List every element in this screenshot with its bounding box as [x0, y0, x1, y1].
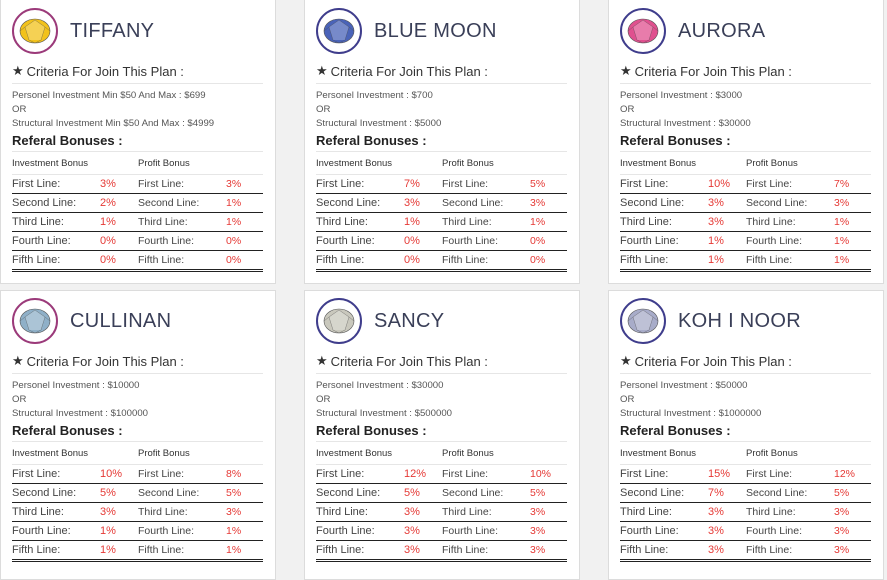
line-label: Second Line:: [620, 487, 685, 499]
profit-bonus-value: 3%: [834, 197, 850, 209]
divider: [316, 83, 567, 84]
line-label: Third Line:: [138, 506, 188, 518]
referal-heading: Referal Bonuses :: [12, 133, 123, 148]
investment-bonus-value: 1%: [100, 525, 116, 537]
criteria-heading: [620, 353, 871, 369]
bonus-row: [316, 503, 567, 522]
plan-card: [0, 0, 276, 284]
line-label: First Line:: [442, 468, 489, 480]
profit-bonus-value: 5%: [226, 487, 242, 499]
investment-bonus-value: 3%: [404, 525, 420, 537]
plan-card: [0, 290, 276, 580]
bonus-row: [316, 484, 567, 503]
profit-bonus-value: 5%: [530, 178, 546, 190]
bonus-row: [316, 541, 567, 562]
investment-bonus-value: 7%: [708, 487, 724, 499]
line-label: Fourth Line:: [442, 525, 499, 537]
line-label: Fourth Line:: [138, 525, 195, 537]
referal-heading: Referal Bonuses :: [620, 423, 731, 438]
star-icon: ★: [316, 63, 328, 78]
bonus-row: [620, 251, 871, 272]
criteria-label: Criteria For Join This Plan :: [26, 353, 184, 369]
line-label: Fourth Line:: [620, 235, 679, 247]
investment-bonus-value: 5%: [404, 487, 420, 499]
line-label: First Line:: [12, 178, 61, 190]
profit-bonus-header: Profit Bonus: [442, 447, 494, 459]
profit-bonus-value: 3%: [834, 544, 850, 556]
investment-bonus-value: 1%: [100, 216, 116, 228]
line-label: Third Line:: [442, 216, 492, 228]
investment-bonus-value: 0%: [404, 254, 420, 266]
investment-bonus-value: 7%: [404, 178, 420, 190]
bonus-row: [12, 213, 263, 232]
plan-card: [608, 0, 884, 284]
line-label: First Line:: [620, 468, 669, 480]
bonus-row: [12, 194, 263, 213]
profit-bonus-value: 1%: [530, 216, 546, 228]
line-label: Fifth Line:: [746, 254, 793, 266]
profit-bonus-header: Profit Bonus: [746, 447, 798, 459]
line-label: Fifth Line:: [138, 544, 185, 556]
gem-image: [322, 16, 356, 46]
line-label: Fourth Line:: [746, 525, 803, 537]
profit-bonus-value: 1%: [226, 544, 242, 556]
profit-bonus-value: 3%: [530, 197, 546, 209]
bonus-table: [620, 175, 871, 272]
investment-bonus-value: 3%: [708, 525, 724, 537]
star-icon: ★: [620, 353, 632, 368]
criteria-heading: [12, 63, 263, 79]
plan-card: [304, 0, 580, 284]
bonus-row: [12, 175, 263, 194]
bonus-row: [316, 213, 567, 232]
bonus-row: [620, 465, 871, 484]
gem-icon: [316, 8, 362, 54]
profit-bonus-value: 3%: [226, 506, 242, 518]
or-label: OR: [316, 104, 331, 115]
star-icon: ★: [12, 353, 24, 368]
line-label: Third Line:: [138, 216, 188, 228]
bonus-row: [316, 175, 567, 194]
line-label: Second Line:: [316, 197, 381, 209]
line-label: Second Line:: [12, 197, 77, 209]
referal-heading: Referal Bonuses :: [316, 423, 427, 438]
or-label: OR: [620, 394, 635, 405]
profit-bonus-value: 5%: [530, 487, 546, 499]
bonus-row: [316, 465, 567, 484]
gem-image: [626, 306, 660, 336]
profit-bonus-value: 8%: [226, 468, 242, 480]
line-label: Second Line:: [442, 487, 504, 499]
gem-icon: [620, 8, 666, 54]
line-label: Second Line:: [138, 487, 200, 499]
line-label: Second Line:: [442, 197, 504, 209]
line-label: First Line:: [442, 178, 489, 190]
star-icon: ★: [12, 63, 24, 78]
profit-bonus-value: 0%: [530, 235, 546, 247]
bonus-row: [316, 522, 567, 541]
gem-image: [626, 16, 660, 46]
line-label: Fourth Line:: [442, 235, 499, 247]
plan-header: [316, 5, 567, 57]
line-label: Fifth Line:: [138, 254, 185, 266]
structural-investment: Structural Investment : $500000: [316, 408, 452, 419]
investment-criteria: [12, 379, 263, 421]
plan-header: [12, 5, 263, 57]
line-label: Third Line:: [620, 216, 672, 228]
plan-header: [620, 295, 871, 347]
bonus-columns-header: [316, 152, 567, 175]
line-label: Third Line:: [316, 506, 368, 518]
plan-title: SANCY: [374, 309, 445, 332]
line-label: Fourth Line:: [620, 525, 679, 537]
personal-investment: Personel Investment : $30000: [316, 380, 444, 391]
investment-bonus-value: 3%: [404, 506, 420, 518]
plan-card: [608, 290, 884, 580]
profit-bonus-value: 1%: [834, 216, 850, 228]
plan-header: [12, 295, 263, 347]
investment-bonus-value: 1%: [708, 254, 724, 266]
investment-bonus-header: Investment Bonus: [12, 157, 89, 169]
line-label: Fifth Line:: [442, 254, 489, 266]
gem-icon: [620, 298, 666, 344]
line-label: First Line:: [746, 178, 793, 190]
bonus-row: [12, 522, 263, 541]
plan-title: TIFFANY: [70, 19, 155, 42]
personal-investment: Personel Investment : $3000: [620, 90, 743, 101]
bonus-row: [12, 465, 263, 484]
star-icon: ★: [620, 63, 632, 78]
criteria-heading: [620, 63, 871, 79]
investment-bonus-header: Investment Bonus: [316, 447, 393, 459]
criteria-heading: [12, 353, 263, 369]
investment-bonus-value: 2%: [100, 197, 116, 209]
plan-title: KOH I NOOR: [678, 309, 802, 332]
plan-card: [304, 290, 580, 580]
bonus-row: [316, 232, 567, 251]
divider: [620, 373, 871, 374]
investment-bonus-value: 10%: [100, 468, 123, 480]
profit-bonus-value: 0%: [530, 254, 546, 266]
bonus-row: [620, 541, 871, 562]
bonus-columns-header: [12, 442, 263, 465]
gem-image: [18, 16, 52, 46]
investment-bonus-value: 3%: [100, 506, 116, 518]
profit-bonus-header: Profit Bonus: [746, 157, 798, 169]
line-label: Third Line:: [620, 506, 672, 518]
profit-bonus-value: 1%: [226, 216, 242, 228]
structural-investment: Structural Investment : $5000: [316, 118, 442, 129]
plan-title: CULLINAN: [70, 309, 172, 332]
line-label: Third Line:: [12, 506, 64, 518]
divider: [316, 373, 567, 374]
or-label: OR: [316, 394, 331, 405]
line-label: First Line:: [138, 178, 185, 190]
plan-title: AURORA: [678, 19, 766, 42]
criteria-label: Criteria For Join This Plan :: [634, 63, 792, 79]
line-label: Second Line:: [316, 487, 381, 499]
bonus-row: [12, 484, 263, 503]
bonus-row: [12, 232, 263, 251]
profit-bonus-value: 3%: [530, 525, 546, 537]
bonus-row: [620, 503, 871, 522]
bonus-table: [12, 175, 263, 272]
line-label: Third Line:: [746, 216, 796, 228]
line-label: Third Line:: [12, 216, 64, 228]
investment-bonus-value: 3%: [708, 506, 724, 518]
line-label: First Line:: [138, 468, 185, 480]
profit-bonus-value: 1%: [834, 254, 850, 266]
bonus-row: [12, 541, 263, 562]
divider: [620, 83, 871, 84]
investment-bonus-value: 0%: [404, 235, 420, 247]
criteria-label: Criteria For Join This Plan :: [26, 63, 184, 79]
bonus-row: [620, 484, 871, 503]
line-label: Second Line:: [12, 487, 77, 499]
line-label: First Line:: [316, 178, 365, 190]
profit-bonus-value: 1%: [226, 525, 242, 537]
bonus-table: [620, 465, 871, 562]
bonus-row: [620, 175, 871, 194]
star-icon: ★: [316, 353, 328, 368]
profit-bonus-value: 1%: [834, 235, 850, 247]
investment-bonus-value: 3%: [708, 216, 724, 228]
or-label: OR: [620, 104, 635, 115]
investment-bonus-header: Investment Bonus: [620, 157, 697, 169]
bonus-row: [12, 251, 263, 272]
gem-image: [18, 306, 52, 336]
investment-criteria: [316, 379, 567, 421]
investment-criteria: [620, 379, 871, 421]
gem-icon: [12, 298, 58, 344]
bonus-table: [12, 465, 263, 562]
investment-criteria: [12, 89, 263, 131]
bonus-row: [12, 503, 263, 522]
line-label: Fourth Line:: [316, 235, 375, 247]
gem-image: [322, 306, 356, 336]
profit-bonus-value: 3%: [530, 544, 546, 556]
divider: [12, 83, 263, 84]
profit-bonus-value: 10%: [530, 468, 552, 480]
line-label: Second Line:: [620, 197, 685, 209]
profit-bonus-value: 5%: [834, 487, 850, 499]
plan-header: [316, 295, 567, 347]
investment-bonus-value: 5%: [100, 487, 116, 499]
investment-bonus-value: 10%: [708, 178, 731, 190]
line-label: Fifth Line:: [620, 544, 669, 556]
profit-bonus-header: Profit Bonus: [138, 447, 190, 459]
investment-criteria: [620, 89, 871, 131]
line-label: Fifth Line:: [746, 544, 793, 556]
investment-bonus-value: 1%: [404, 216, 420, 228]
line-label: Third Line:: [442, 506, 492, 518]
criteria-heading: [316, 63, 567, 79]
profit-bonus-value: 3%: [226, 178, 242, 190]
structural-investment: Structural Investment Min $50 And Max : $4999: [12, 118, 215, 129]
personal-investment: Personel Investment : $10000: [12, 380, 140, 391]
bonus-table: [316, 175, 567, 272]
structural-investment: Structural Investment : $100000: [12, 408, 148, 419]
investment-bonus-value: 3%: [708, 544, 724, 556]
profit-bonus-value: 0%: [226, 254, 242, 266]
investment-bonus-header: Investment Bonus: [620, 447, 697, 459]
criteria-label: Criteria For Join This Plan :: [634, 353, 792, 369]
profit-bonus-value: 3%: [834, 525, 850, 537]
structural-investment: Structural Investment : $30000: [620, 118, 751, 129]
line-label: First Line:: [12, 468, 61, 480]
bonus-row: [316, 251, 567, 272]
referal-heading: Referal Bonuses :: [620, 133, 731, 148]
line-label: Fourth Line:: [12, 235, 71, 247]
line-label: Fourth Line:: [12, 525, 71, 537]
investment-bonus-value: 3%: [100, 178, 116, 190]
bonus-columns-header: [620, 442, 871, 465]
profit-bonus-header: Profit Bonus: [442, 157, 494, 169]
line-label: Fifth Line:: [620, 254, 669, 266]
line-label: First Line:: [620, 178, 669, 190]
profit-bonus-header: Profit Bonus: [138, 157, 190, 169]
investment-bonus-value: 15%: [708, 468, 731, 480]
line-label: Fifth Line:: [316, 254, 365, 266]
bonus-row: [620, 194, 871, 213]
line-label: Fifth Line:: [12, 544, 61, 556]
personal-investment: Personel Investment Min $50 And Max : $699: [12, 90, 206, 101]
plan-title: BLUE MOON: [374, 19, 497, 42]
line-label: Fifth Line:: [442, 544, 489, 556]
criteria-label: Criteria For Join This Plan :: [330, 63, 488, 79]
line-label: Second Line:: [138, 197, 200, 209]
bonus-columns-header: [620, 152, 871, 175]
gem-icon: [316, 298, 362, 344]
bonus-row: [620, 232, 871, 251]
personal-investment: Personel Investment : $50000: [620, 380, 748, 391]
criteria-label: Criteria For Join This Plan :: [330, 353, 488, 369]
line-label: Third Line:: [316, 216, 368, 228]
line-label: Second Line:: [746, 487, 808, 499]
investment-bonus-value: 1%: [708, 235, 724, 247]
line-label: First Line:: [746, 468, 793, 480]
line-label: Fifth Line:: [12, 254, 61, 266]
investment-bonus-header: Investment Bonus: [316, 157, 393, 169]
line-label: Fifth Line:: [316, 544, 365, 556]
bonus-row: [620, 213, 871, 232]
profit-bonus-value: 1%: [226, 197, 242, 209]
bonus-table: [316, 465, 567, 562]
bonus-columns-header: [12, 152, 263, 175]
investment-criteria: [316, 89, 567, 131]
or-label: OR: [12, 104, 27, 115]
profit-bonus-value: 7%: [834, 178, 850, 190]
line-label: Fourth Line:: [138, 235, 195, 247]
or-label: OR: [12, 394, 27, 405]
bonus-row: [316, 194, 567, 213]
gem-icon: [12, 8, 58, 54]
personal-investment: Personel Investment : $700: [316, 90, 433, 101]
investment-bonus-header: Investment Bonus: [12, 447, 89, 459]
profit-bonus-value: 12%: [834, 468, 856, 480]
referal-heading: Referal Bonuses :: [316, 133, 427, 148]
profit-bonus-value: 0%: [226, 235, 242, 247]
referal-heading: Referal Bonuses :: [12, 423, 123, 438]
line-label: Second Line:: [746, 197, 808, 209]
structural-investment: Structural Investment : $1000000: [620, 408, 762, 419]
bonus-columns-header: [316, 442, 567, 465]
profit-bonus-value: 3%: [530, 506, 546, 518]
investment-bonus-value: 3%: [404, 544, 420, 556]
profit-bonus-value: 3%: [834, 506, 850, 518]
criteria-heading: [316, 353, 567, 369]
investment-bonus-value: 1%: [100, 544, 116, 556]
line-label: First Line:: [316, 468, 365, 480]
line-label: Fourth Line:: [746, 235, 803, 247]
investment-bonus-value: 3%: [708, 197, 724, 209]
bonus-row: [620, 522, 871, 541]
investment-bonus-value: 3%: [404, 197, 420, 209]
investment-bonus-value: 0%: [100, 235, 116, 247]
plan-header: [620, 5, 871, 57]
line-label: Fourth Line:: [316, 525, 375, 537]
investment-bonus-value: 0%: [100, 254, 116, 266]
investment-bonus-value: 12%: [404, 468, 427, 480]
divider: [12, 373, 263, 374]
line-label: Third Line:: [746, 506, 796, 518]
